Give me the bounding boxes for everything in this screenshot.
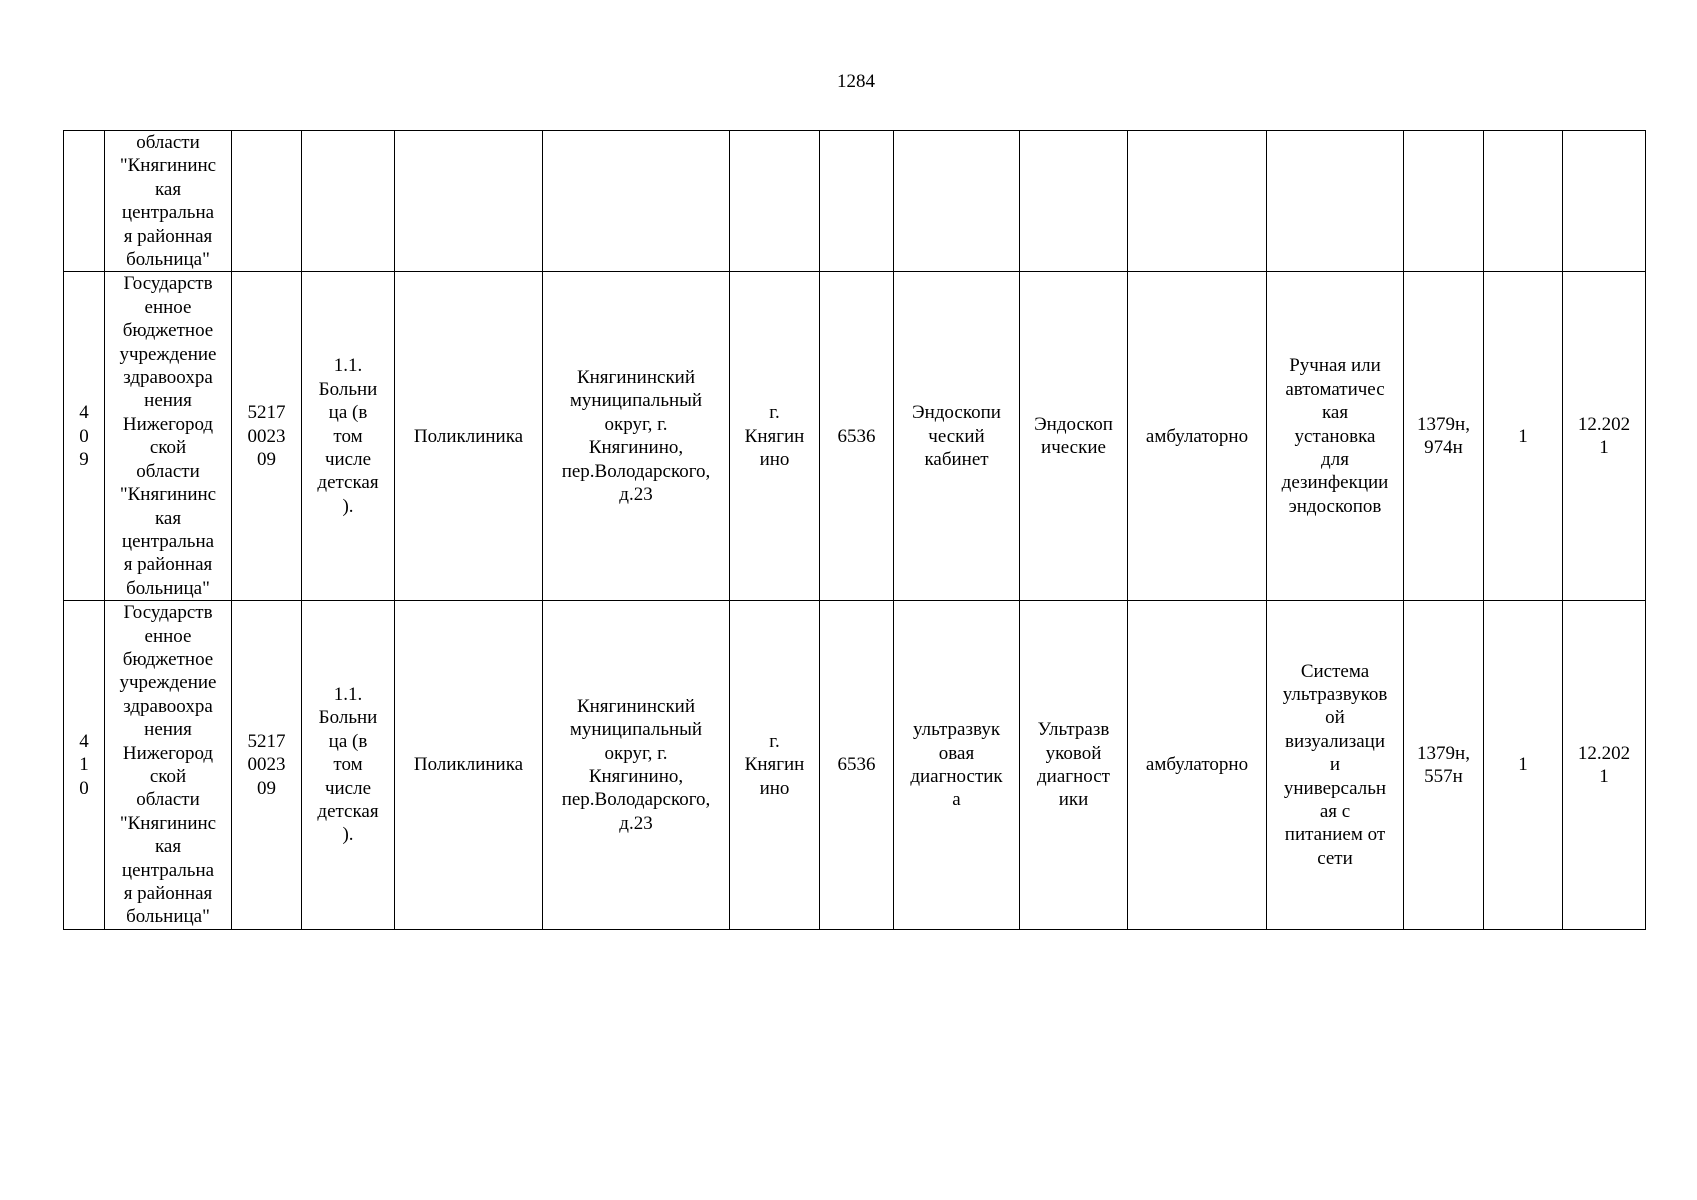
cell-profile: Ультразв уковой диагност ики [1020,601,1128,930]
cell-room: Эндоскопи ческий кабинет [894,272,1020,601]
cell-okato [820,131,894,272]
cell-room [894,131,1020,272]
cell-address: Княгининский муниципальный округ, г. Княгинино, пер.Володарского, д.23 [543,272,730,601]
cell-org-name: Государств енное бюджетное учреждение здравоохра нения Нижегород ской области "Княгининс кая центральна я районная больница" [105,272,232,601]
cell-locality [730,131,820,272]
equipment-table [63,130,1646,930]
cell-date: 12.202 1 [1563,601,1646,930]
cell-qty: 1 [1484,601,1563,930]
cell-address: Княгининский муниципальный округ, г. Княгинино, пер.Володарского, д.23 [543,601,730,930]
cell-locality: г. Княгин ино [730,601,820,930]
page-number: 1284 [837,71,875,92]
cell-address [543,131,730,272]
cell-qty [1484,131,1563,272]
cell-equipment: Ручная или автоматичес кая установка для дезинфекции эндоскопов [1267,272,1404,601]
table-row-continuation [64,131,1646,272]
cell-org-name: области "Княгининс кая центральна я районная больница" [105,131,232,272]
cell-profile [1020,131,1128,272]
cell-okato: 6536 [820,272,894,601]
cell-unit: Поликлиника [395,601,543,930]
cell-num [64,131,105,272]
cell-num: 4 0 9 [64,272,105,601]
cell-code: 5217 0023 09 [232,601,302,930]
cell-mode [1128,131,1267,272]
cell-type: 1.1. Больни ца (в том числе детская ). [302,272,395,601]
cell-locality: г. Княгин ино [730,272,820,601]
table-row [64,272,1646,601]
cell-mode: амбулаторно [1128,272,1267,601]
cell-profile: Эндоскоп ические [1020,272,1128,601]
cell-code: 5217 0023 09 [232,272,302,601]
cell-type: 1.1. Больни ца (в том числе детская ). [302,601,395,930]
cell-org-name: Государств енное бюджетное учреждение здравоохра нения Нижегород ской области "Княгининс кая центральна я районная больница" [105,601,232,930]
cell-order: 1379н, 557н [1404,601,1484,930]
cell-room: ультразвук овая диагностик а [894,601,1020,930]
cell-mode: амбулаторно [1128,601,1267,930]
cell-equipment [1267,131,1404,272]
cell-date [1563,131,1646,272]
cell-date: 12.202 1 [1563,272,1646,601]
cell-num: 4 1 0 [64,601,105,930]
cell-type [302,131,395,272]
cell-unit: Поликлиника [395,272,543,601]
cell-qty: 1 [1484,272,1563,601]
cell-unit [395,131,543,272]
cell-okato: 6536 [820,601,894,930]
table-row [64,601,1646,930]
cell-code [232,131,302,272]
cell-equipment: Система ультразвуков ой визуализаци и универсальн ая с питанием от сети [1267,601,1404,930]
cell-order [1404,131,1484,272]
cell-order: 1379н, 974н [1404,272,1484,601]
